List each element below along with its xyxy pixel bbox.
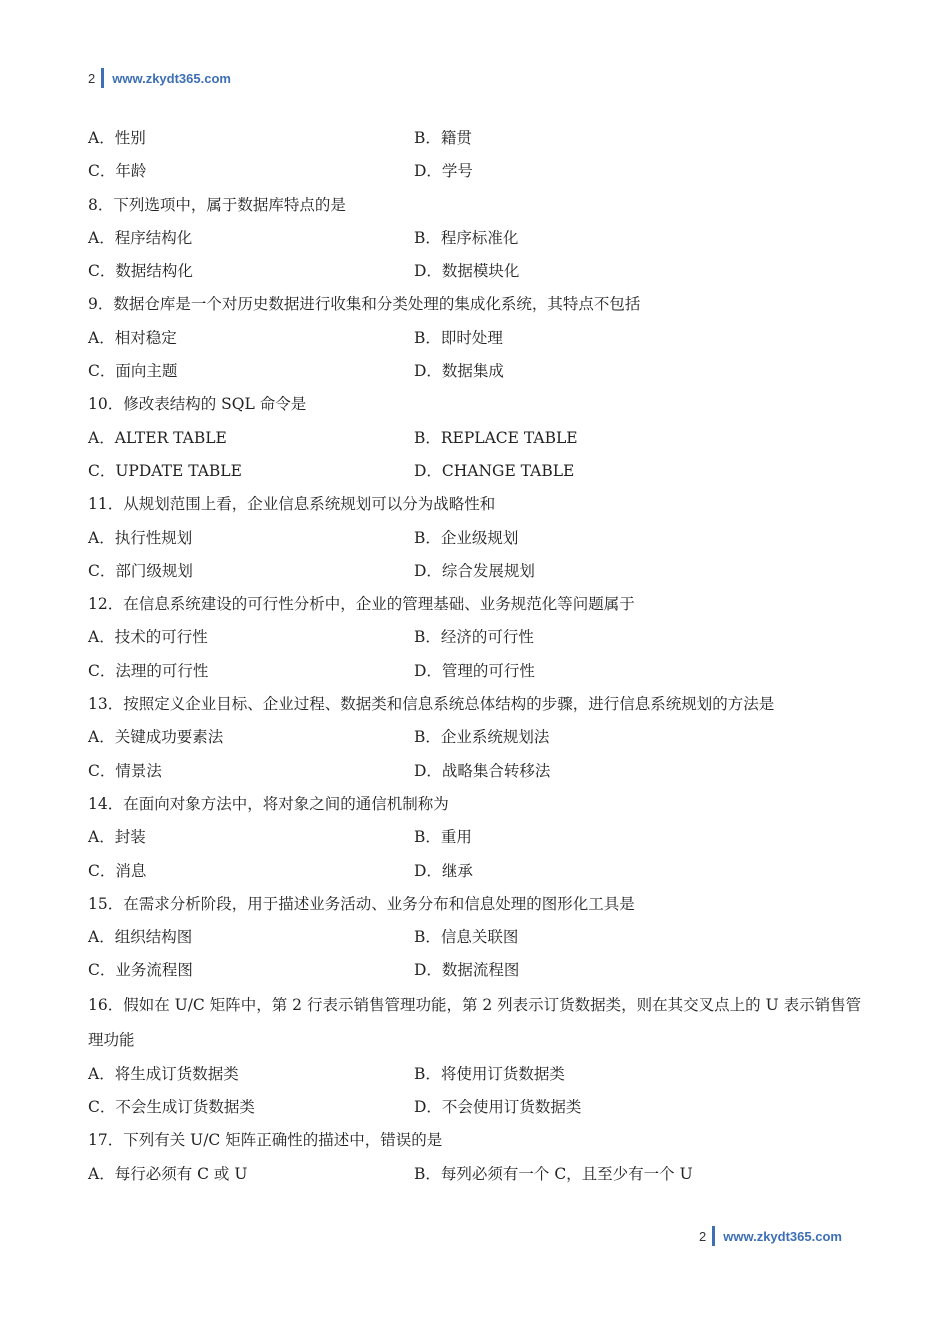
header-site-link[interactable]: www.zkydt365.com <box>112 70 231 86</box>
option-left: A．技术的可行性 <box>88 628 208 647</box>
option-right: B．重用 <box>414 828 472 847</box>
option-left: C．UPDATE TABLE <box>88 461 242 480</box>
option-left: C．数据结构化 <box>88 262 193 281</box>
option-row <box>88 222 868 255</box>
question-text-part: 的是 <box>411 1131 443 1150</box>
option-left: A．执行性规划 <box>88 528 193 547</box>
option-right: B．程序标准化 <box>414 228 519 247</box>
footer-page-number: 2 <box>699 1228 707 1244</box>
page-header <box>88 68 231 88</box>
emphasis-text: 错误 · · <box>380 1131 411 1149</box>
option-left: A．封装 <box>88 828 146 847</box>
header-page-number: 2 <box>88 70 96 86</box>
option-row <box>88 821 868 854</box>
option-left: C．业务流程图 <box>88 961 193 980</box>
question-text-part: 17．下列有关 U/C 矩阵正确性的描述中， <box>88 1131 381 1150</box>
option-row <box>88 155 868 188</box>
option-row <box>88 755 868 788</box>
option-row <box>88 455 868 488</box>
option-left: C．部门级规划 <box>88 561 193 580</box>
question-stem: 11．从规划范围上看，企业信息系统规划可以分为战略性和 <box>88 495 496 514</box>
option-row <box>88 1091 868 1124</box>
footer-divider <box>712 1226 715 1246</box>
option-left: A．将生成订货数据类 <box>88 1064 239 1083</box>
option-right: B．即时处理 <box>414 328 503 347</box>
question-stem: 14．在面向对象方法中，将对象之间的通信机制称为 <box>88 794 449 813</box>
option-left: A．程序结构化 <box>88 228 193 247</box>
option-left: A．组织结构图 <box>88 928 193 947</box>
question-stem: 9．数据仓库是一个对历史数据进行收集和分类处理的集成化系统，其特点不包括 <box>88 295 641 314</box>
header-divider <box>101 68 104 88</box>
option-row <box>88 422 868 455</box>
option-row <box>88 355 868 388</box>
option-right: B．籍贯 <box>414 129 472 147</box>
option-row <box>88 122 868 155</box>
option-right: B．将使用订货数据类 <box>414 1064 565 1083</box>
option-right: D．数据模块化 <box>414 262 520 281</box>
option-left: A．性别 <box>88 129 146 147</box>
question-stem: 12．在信息系统建设的可行性分析中，企业的管理基础、业务规范化等问题属于 <box>88 595 635 614</box>
option-right: B．REPLACE TABLE <box>414 428 578 447</box>
option-right: B．企业级规划 <box>414 528 519 547</box>
option-row <box>88 1058 868 1091</box>
option-right: B．每列必须有一个 C，且至少有一个 U <box>414 1164 693 1183</box>
option-row <box>88 721 868 754</box>
option-row <box>88 255 868 288</box>
option-right: D．不会使用订货数据类 <box>414 1098 582 1117</box>
question-stem: 8．下列选项中，属于数据库特点的是 <box>88 195 346 214</box>
page-footer <box>699 1226 842 1246</box>
option-right: D．继承 <box>414 861 473 880</box>
option-left: C．情景法 <box>88 761 162 780</box>
option-right: B．信息关联图 <box>414 928 519 947</box>
question-stem: 10．修改表结构的 SQL 命令是 <box>88 395 307 414</box>
question-stem <box>88 1124 868 1157</box>
option-left: A．ALTER TABLE <box>88 428 227 447</box>
option-right: D．CHANGE TABLE <box>414 461 575 480</box>
option-right: D．综合发展规划 <box>414 561 535 580</box>
option-left: C．法理的可行性 <box>88 661 209 680</box>
option-row <box>88 322 868 355</box>
option-left: C．面向主题 <box>88 362 178 381</box>
option-left: C．年龄 <box>88 162 147 181</box>
option-left: A．每行必须有 C 或 U <box>88 1164 248 1183</box>
option-row <box>88 655 868 688</box>
option-row <box>88 921 868 954</box>
option-row <box>88 954 868 987</box>
option-right: D．战略集合转移法 <box>414 761 551 780</box>
question-stem: 16．假如在 U/C 矩阵中，第 2 行表示销售管理功能，第 2 列表示订货数据类，则在其交叉点上的 U 表示销售管理功能 <box>88 995 862 1049</box>
option-left: C．消息 <box>88 861 147 880</box>
footer-site-link[interactable]: www.zkydt365.com <box>723 1228 842 1244</box>
option-right: D．学号 <box>414 162 473 181</box>
option-right: B．经济的可行性 <box>414 628 534 647</box>
option-row <box>88 1158 868 1191</box>
option-row <box>88 522 868 555</box>
option-row <box>88 855 868 888</box>
option-row <box>88 555 868 588</box>
question-stem: 15．在需求分析阶段，用于描述业务活动、业务分布和信息处理的图形化工具是 <box>88 894 635 913</box>
question-stem: 13．按照定义企业目标、企业过程、数据类和信息系统总体结构的步骤，进行信息系统规划的方法是 <box>88 695 775 714</box>
option-right: D．管理的可行性 <box>414 661 535 680</box>
option-row <box>88 621 868 654</box>
option-left: A．关键成功要素法 <box>88 728 224 747</box>
option-right: B．企业系统规划法 <box>414 728 550 747</box>
option-left: A．相对稳定 <box>88 328 177 347</box>
option-right: D．数据流程图 <box>414 961 520 980</box>
question-content <box>88 122 868 1191</box>
option-left: C．不会生成订货数据类 <box>88 1098 255 1117</box>
option-right: D．数据集成 <box>414 362 504 381</box>
